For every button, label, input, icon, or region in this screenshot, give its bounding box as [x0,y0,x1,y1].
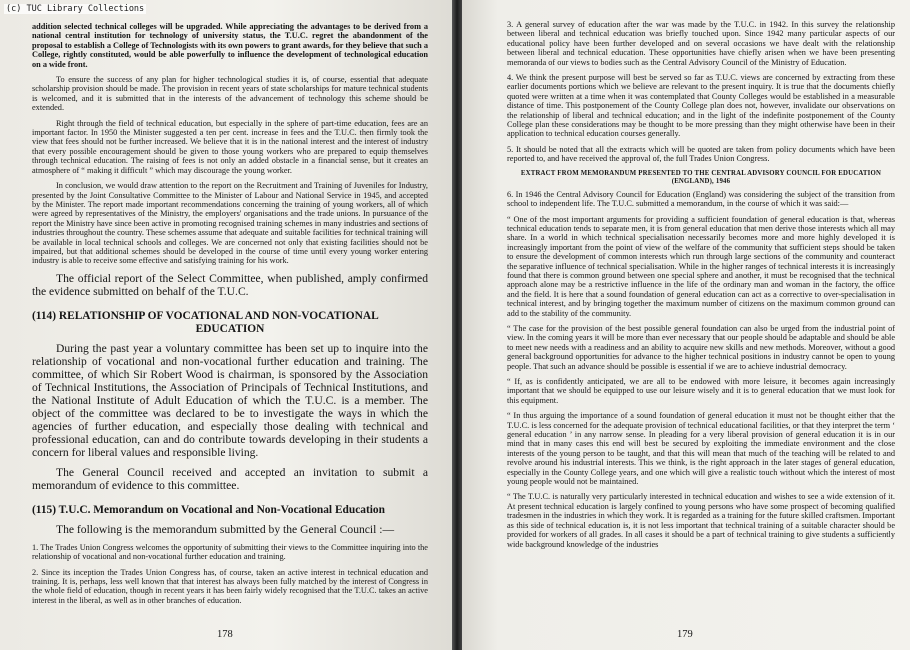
section-114-heading [32,310,428,336]
left-paragraph-1: addition selected technical colleges will be upgraded. While appreciating the advantages to be derived from a national central institution for technology of university status, the T.U.C. regret the abandonment of the proposal to establish a College of Technologists with its own powers to grant awards, for they believe that such a College, rightly constituted, would be able powerfully to influence the development of technological education on a wide front. [32,22,428,69]
section-114-heading-line1: (114) RELATIONSHIP OF VOCATIONAL AND NON-VOCATIONAL [32,309,379,322]
right-page-number: 179 [677,629,693,640]
right-page [462,0,910,650]
right-paragraph-3: 3. A general survey of education after the war was made by the T.U.C. in 1942. In this survey the relationship between liberal and technical education was briefly touched upon. Since 1942 many particular aspects of our educational policy have been further developed and on several occasions we have dealt with the relationship between liberal and technical education. These opportunities have chiefly arisen when we have been presenting memoranda of our views to bodies such as the Central Advisory Council of the Ministry of Education. [507,20,895,67]
right-paragraph-5: 5. It should be noted that all the extracts which will be quoted are taken from policy documents which have been reported to, and have received the approval of, the full Trades Union Congress. [507,144,895,164]
left-page [0,0,452,650]
right-paragraph-4: 4. We think the present purpose will best be served so far as T.U.C. views are concerned by extracting from these earlier documents portions which we believe are relevant to the present inquiry. It is true that the documents chiefly quoted were written at a time when it was contemplated that County Colleges would be established in a measurable distance of time. This postponement of the County College plan does not, however, invalidate our observations on the relationship of liberal and technical education; and in the light of the indefinite postponement of the County College plan these considerations may be thought to be more pressing than they might otherwise have been in their application to technical education courses generally. [507,73,895,139]
quote-paragraph-3: “ If, as is confidently anticipated, we are all to be endowed with more leisure, it becomes again increasingly important that we should be equipped to use our leisure wisely and it is to general education that we must look for this equipment. [507,377,895,405]
left-paragraph-9: 1. The Trades Union Congress welcomes the opportunity of submitting their views to the Committee inquiring into the relationship of vocational and non-vocational further education and training. [32,542,428,562]
left-paragraph-10: 2. Since its inception the Trades Union Congress has, of course, taken an active interest in technical education and training. It is, perhaps, less well known that that interest has always been fully matched by the interest of Congress in the whole field of education, though in recent years it has been fairly widely recognised that the T.U.C. takes an active interest in the liberal, as well as in other branches of education. [32,567,428,605]
left-paragraph-4: In conclusion, we would draw attention to the report on the Recruitment and Training of Juveniles for Industry, presented by the Joint Consultative Committee to the Minister of Labour and National Service in 1945, and accepted by the Minister. The report made important recommendations concerning the training of young workers, all of which were agreed by representatives of the Ministry, the employers' organisations and the trade unions. In pursuance of the report the Ministry have since been active in promoting recognised training schemes in many industries and sections of industries throughout the country. These schemes assume that adequate and suitable facilities for technical training will be available in local technical schools and colleges. We are concerned not only that existing facilities should not be impaired, but that additional schemes should be developed in the course of time until every young worker entering industry is able to receive some effective and satisfying training for his work. [32,181,428,266]
quote-paragraph-5: “ The T.U.C. is naturally very particularly interested in technical education and wishes to see a wide extension of it. At present technical education is largely confined to young persons who have some prospect of becoming qualified tradesmen in the industries in which they work. It is regarded as a training for the future skilled craftsmen. Important as this side of technical education is, it is not less important that technical training of a suitable character should be provided for workers of all grades. In all cases it should be a part of technical training to give students a sufficiently wide background knowledge of the industries [507,492,895,549]
left-paragraph-5: The official report of the Select Committee, when published, amply confirmed the evidence submitted on behalf of the T.U.C. [32,271,428,298]
quote-paragraph-4: “ In thus arguing the importance of a sound foundation of general education it must not be thought either that the T.U.C. is less concerned for the adequate provision of technical educational facilities, or that they interpret the term ‘ general education ’ in any narrow sense. In pleading for a very liberal provision of general education it is in our mind that in many cases this end will best be secured by exploiting the immediate environment and the close interests of the young person to be taught, and that this will mean that much of the teaching will be related to and revolve around his industrial interests. This we think, is the right approach in the later stages of general education, especially in the County College years, and one which will give a realistic touch without which the interest of most young people would not be maintained. [507,411,895,487]
section-114-heading-line2: EDUCATION [195,322,265,335]
extract-heading: EXTRACT FROM MEMORANDUM PRESENTED TO THE CENTRAL ADVISORY COUNCIL FOR EDUCATION (ENGLAND), 1946 [520,169,882,185]
book-gutter [452,0,462,650]
watermark: (c) TUC Library Collections [6,4,145,14]
left-paragraph-8: The following is the memorandum submitted by the General Council :— [56,522,395,536]
right-paragraph-6: 6. In 1946 the Central Advisory Council for Education (England) was considering the subject of the transition from school to independent life. The T.U.C. submitted a memorandum, in the course of which it was said:— [507,189,895,209]
quote-paragraph-1: “ One of the most important arguments for providing a sufficient foundation of general education is that, whereas technical education tends to separate men, it is from general education that men derive those interests which all may share. In a world in which technical specialisation necessarily becomes more and more highly developed it is increasingly important from the point of view of the welfare of the community that sufficient steps should be taken to ensure the development of common interests which run through large sections of the community and counteract the separative influence of technical specialisation. While in the higher ranges of technical interests it is increasingly found that there is common ground between one special sphere and another, it must be recognised that the technical approach alone may be a restrictive influence in the life of the ordinary man and woman in the factory, the office and the field. It is here that a sound foundation of general education can act as a corrective to over-specialisation in technical interest, and by bringing together the maximum number of citizens on the maximum common ground can add to the stability of the community. [507,214,895,318]
left-paragraph-2: To ensure the success of any plan for higher technological studies it is, of course, essential that adequate scholarship provision should be made. The provision in recent years of state scholarships for mature technical students is welcomed, and it is submitted that in the interests of the advancement of technology this scheme should be extended. [32,75,428,113]
left-page-number: 178 [217,629,233,640]
left-paragraph-3: Right through the field of technical education, but especially in the sphere of part-time education, fees are an important factor. In 1950 the Minister suggested a ten per cent. increase in fees and the T.U.C. then firmly took the view that fees should not be further increased. We believe that it is in the national interest and the interest of industry that every possible encouragement should be given to those young workers who are prepared to equip themselves through technical education. The raising of fees is not only an added obstacle in a financial sense, but it creates an atmosphere of “ making it difficult ” which may discourage the young worker. [32,118,428,175]
left-column [32,22,428,611]
left-paragraph-7: The General Council received and accepted an invitation to submit a memorandum of evidence to this committee. [32,465,428,492]
left-paragraph-6: During the past year a voluntary committee has been set up to inquire into the relationship of vocational and non-vocational further education and training. The committee, of which Sir Robert Wood is chairman, is sponsored by the Association of Technical Institutions, the Association of Principals of Technical Institutions, and the National Institute of Adult Education of which the T.U.C. is a member. The object of the committee was declared to be to investigate the ways in which the agencies of further education, and especially those dealing with technical and professional education, can and do contribute towards developing in their students a concern for liberal values and responsible living. [32,341,428,459]
section-115-heading: (115) T.U.C. Memorandum on Vocational and Non-Vocational Education [32,503,385,516]
quote-paragraph-2: “ The case for the provision of the best possible general foundation can also be urged from the industrial point of view. In the coming years it will be more than ever necessary that our people should be adaptable and should be able to meet new needs with a readiness and an ability to acquire new skills and new methods. Moreover, without a good general background opportunities for advance to the higher technical positions in industry cannot be open to young people. That such an advance should be possible is essential if we are to achieve industrial democracy. [507,323,895,371]
right-column [507,20,895,555]
